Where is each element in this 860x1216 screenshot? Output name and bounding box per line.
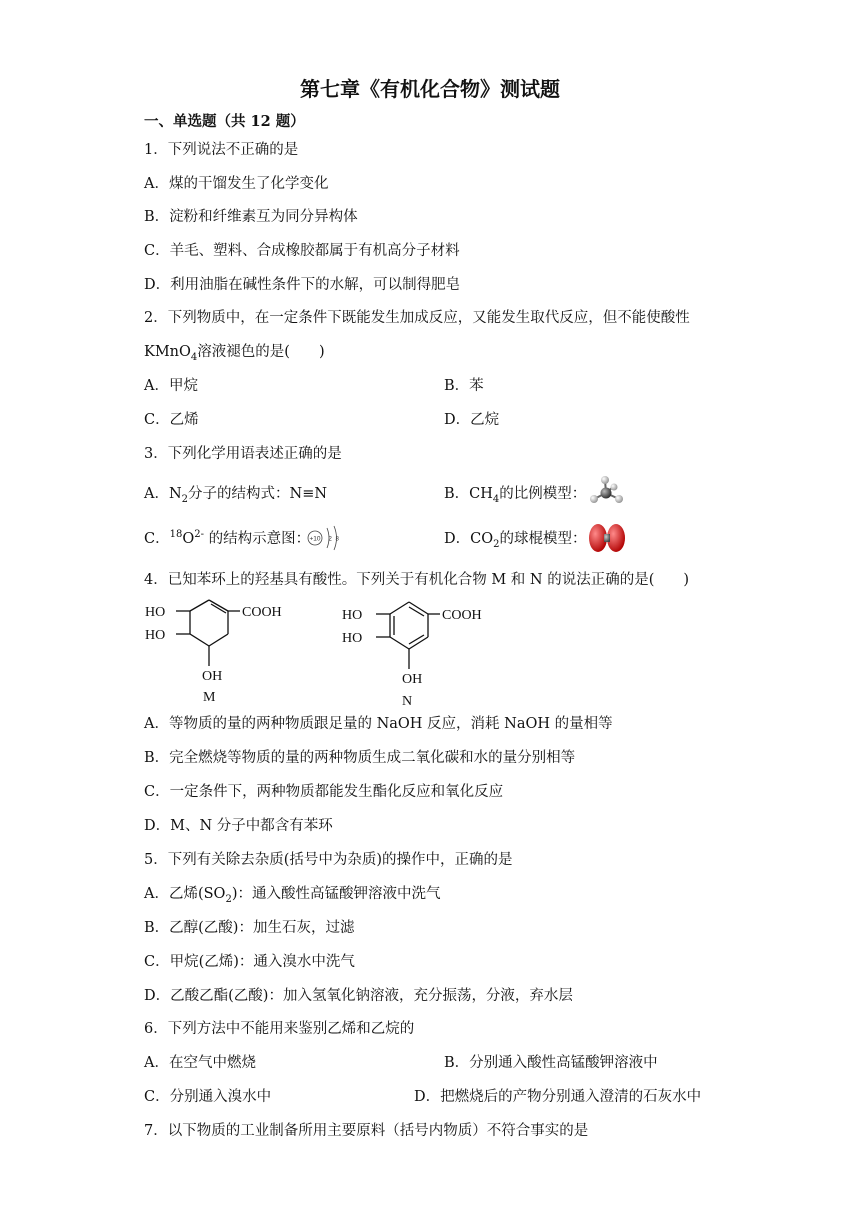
q3-stem: 3．下列化学用语表述正确的是 (144, 446, 342, 462)
n-ho-bottom: HO (342, 631, 363, 646)
q1-stem: 1．下列说法不正确的是 (144, 142, 299, 158)
q1-option-d: D．利用油脂在碱性条件下的水解，可以制得肥皂 (144, 277, 461, 293)
q5-option-d: D．乙酸乙酯(乙酸)：加入氢氧化钠溶液，充分振荡，分液，弃水层 (144, 988, 573, 1004)
m-cooh: COOH (242, 605, 282, 620)
q3-option-b: B．$CH_4$的比例模型： (444, 486, 587, 505)
nucleus-charge: +10 (309, 535, 321, 543)
o2-ion-structure-diagram (306, 522, 346, 554)
q4-stem: 4．已知苯环上的羟基具有酸性。下列关于有机化合物 M 和 N 的说法正确的是( ) (144, 572, 690, 588)
q3-option-c: C．$^{18}O^{2-}$ 的结构示意图： (144, 529, 311, 547)
q2-stem-line2: KMnO$_4$溶液褪色的是( ) (144, 344, 325, 363)
q4-option-c: C．一定条件下，两种物质都能发生酯化反应和氧化反应 (144, 784, 504, 800)
q6-stem: 6．下列方法中不能用来鉴别乙烯和乙烷的 (144, 1021, 415, 1037)
shell2-electrons: 8 (335, 536, 339, 543)
n-oh: OH (402, 672, 423, 687)
q4-option-b: B．完全燃烧等物质的量的两种物质生成二氧化碳和水的量分别相等 (144, 750, 576, 766)
q2-option-a: A．甲烷 (144, 378, 198, 394)
m-ho-top: HO (145, 605, 166, 620)
q4-option-d: D．M、N 分子中都含有苯环 (144, 818, 333, 834)
n-cooh: COOH (442, 608, 482, 623)
q6-option-c: C．分别通入溴水中 (144, 1089, 272, 1105)
n-label: N (402, 694, 413, 709)
ch4-space-filling-model-image (586, 474, 628, 510)
section-heading: 一、单选题（共 12 题） (144, 113, 305, 130)
q6-option-d: D．把燃烧后的产物分别通入澄清的石灰水中 (414, 1089, 702, 1105)
q5-stem: 5．下列有关除去杂质(括号中为杂质)的操作中，正确的是 (144, 852, 513, 868)
q3-option-d: D．$CO_2$的球棍模型： (444, 531, 587, 550)
page-title: 第七章《有机化合物》测试题 (300, 77, 560, 101)
n-ho-top: HO (342, 608, 363, 623)
q4-option-a: A．等物质的量的两种物质跟足量的 NaOH 反应，消耗 NaOH 的量相等 (144, 716, 613, 732)
q6-option-b: B．分别通入酸性高锰酸钾溶液中 (444, 1055, 658, 1071)
shell1-electrons: 2 (328, 536, 332, 543)
q1-option-c: C．羊毛、塑料、合成橡胶都属于有机高分子材料 (144, 243, 460, 259)
q3-option-a: A．$N_2$分子的结构式：N≡N (144, 486, 328, 505)
q1-option-a: A．煤的干馏发生了化学变化 (144, 176, 329, 192)
q6-option-a: A．在空气中燃烧 (144, 1055, 256, 1071)
q7-stem: 7．以下物质的工业制备所用主要原料（括号内物质）不符合事实的是 (144, 1123, 589, 1139)
q5-option-c: C．甲烷(乙烯)：通入溴水中洗气 (144, 954, 355, 970)
m-oh: OH (202, 669, 223, 684)
q5-option-b: B．乙醇(乙酸)：加生石灰，过滤 (144, 920, 355, 936)
m-label: M (203, 690, 216, 705)
molecule-n-structure (338, 592, 518, 714)
q2-option-b: B．苯 (444, 378, 484, 394)
q5-option-a: A．乙烯$(SO_2)$：通入酸性高锰酸钾溶液中洗气 (144, 886, 441, 905)
q1-option-b: B．淀粉和纤维素互为同分异构体 (144, 209, 358, 225)
m-ho-bottom: HO (145, 628, 166, 643)
q2-option-d: D．乙烷 (444, 412, 500, 428)
molecule-m-structure (140, 592, 310, 710)
q2-stem-line1: 2．下列物质中，在一定条件下既能发生加成反应，又能发生取代反应，但不能使酸性 (144, 310, 690, 326)
co2-ball-stick-model-image (587, 521, 627, 555)
q2-option-c: C．乙烯 (144, 412, 199, 428)
